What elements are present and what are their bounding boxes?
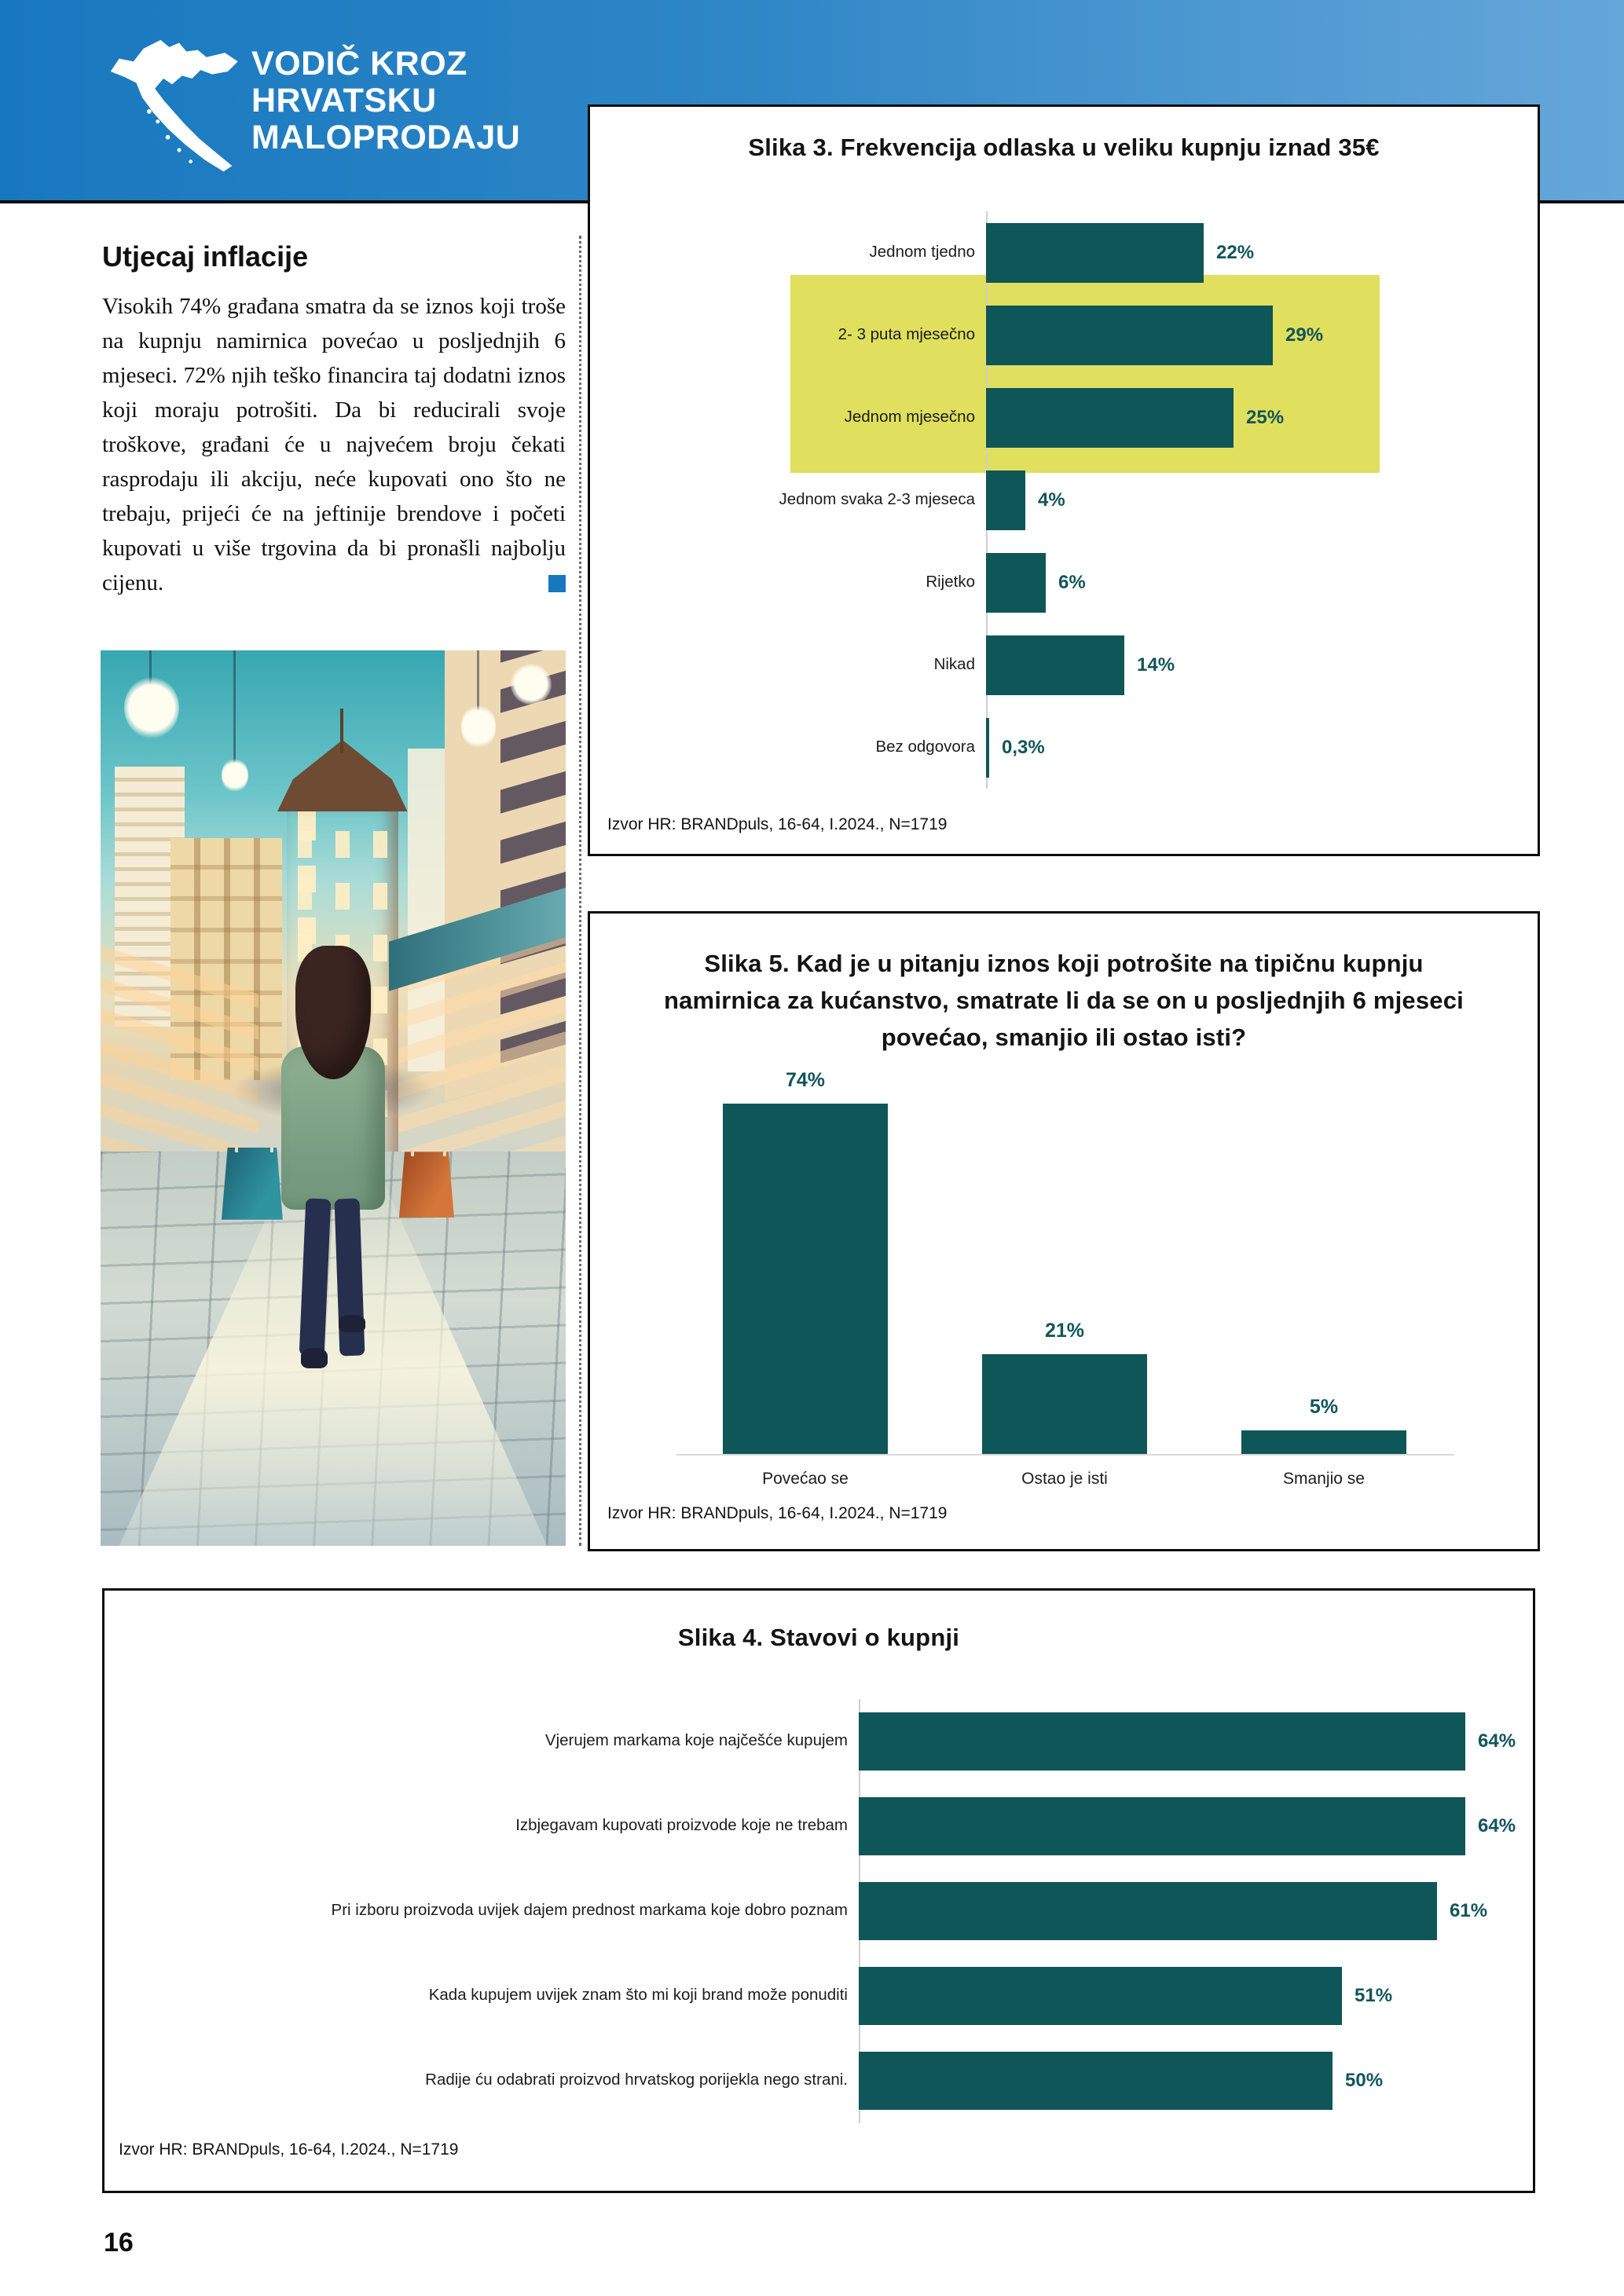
publication-title-line3: MALOPRODAJU [251, 119, 521, 156]
bar-value-label: 0,3% [1002, 736, 1045, 758]
bar-value-label: 25% [1246, 406, 1285, 428]
bar-value-label: 29% [1285, 324, 1324, 346]
shopping-bag-teal-icon [222, 1148, 283, 1220]
page-number: 16 [104, 2228, 134, 2258]
illustration-woman-shopper [274, 946, 392, 1386]
bar-category-label: Izbjegavam kupovati proizvode koje ne trebam [515, 1816, 848, 1834]
bar-value-label: 64% [1478, 1815, 1516, 1836]
bar-category-label: Jednom tjedno [869, 242, 975, 261]
illustration-shoe [339, 1315, 365, 1332]
figure5-bar-chart [590, 914, 1538, 1549]
article-body [102, 289, 566, 600]
illustration-leg [299, 1199, 332, 1357]
shopping-street-illustration [101, 650, 566, 1546]
illustration-leg [335, 1199, 365, 1357]
publication-title-line1: VODIČ KROZ [251, 45, 467, 82]
figure3-source: Izvor HR: BRANDpuls, 16-64, I.2024., N=1719 [607, 815, 948, 833]
column-divider [579, 236, 581, 1546]
bar [859, 2052, 1333, 2110]
figure3-title: Slika 3. Frekvencija odlaska u veliku kupnju iznad 35€ [748, 134, 1380, 161]
bar [859, 1797, 1465, 1855]
bar-value-label: 21% [1044, 1320, 1085, 1342]
figure5-panel [588, 911, 1540, 1551]
bar-value-label: 6% [1058, 571, 1086, 593]
bar [982, 1354, 1147, 1454]
bar-value-label: 4% [1038, 489, 1065, 511]
bar [986, 635, 1124, 695]
article-title: Utjecaj inflacije [102, 240, 309, 273]
bar-value-label: 14% [1137, 654, 1175, 676]
bar-value-label: 50% [1345, 2070, 1384, 2091]
street-lamp-icon [222, 758, 248, 793]
figure4-bar-chart [104, 1591, 1533, 2191]
bar [859, 1967, 1342, 2025]
article-end-marker [548, 575, 566, 592]
figure3-bar-chart [590, 107, 1538, 854]
bar-category-label: 2- 3 puta mjesečno [838, 324, 975, 343]
bar [1241, 1430, 1406, 1454]
bar [986, 718, 989, 778]
illustration-shoe [301, 1348, 328, 1368]
bar-value-label: 74% [785, 1069, 826, 1091]
bar-category-label: Smanjio se [1283, 1470, 1365, 1488]
figure5-source: Izvor HR: BRANDpuls, 16-64, I.2024., N=1719 [607, 1504, 948, 1522]
bar-value-label: 22% [1216, 241, 1255, 263]
bar-value-label: 61% [1450, 1900, 1488, 1921]
bar [986, 306, 1273, 365]
bar-category-label: Rijetko [926, 572, 975, 591]
bar-category-label: Radije ću odabrati proizvod hrvatskog porijekla nego strani. [425, 2071, 848, 2089]
article-body-text: Visokih 74% građana smatra da se iznos koji troše na kupnju namirnica povećao u posljednjih 6 mjeseci. 72% njih teško financira taj dodatni iznos koji moraju potrošiti. Da bi reducirali svoje troškove, građani će u najvećem broju čekati rasprodaju ili akciju, neće kupovati ono što ne trebaju, prijeći će na jeftinije brendove i početi kupovati u više trgovina da bi pronašli najbolju cijenu. [102, 294, 566, 595]
bar-value-label: 64% [1478, 1730, 1516, 1752]
croatia-map-icon [101, 28, 244, 178]
bar [986, 471, 1025, 530]
shopping-bag-orange-icon [399, 1152, 454, 1218]
figure5-title: Slika 5. Kad je u pitanju iznos koji potrošite na tipičnu kupnju namirnica za kućanstvo, smatrate li da se on u posljednjih 6 mjeseci povećao, smanjio ili ostao isti? [663, 950, 1464, 1052]
illustration-tower-spire [340, 709, 343, 753]
bar [859, 1712, 1465, 1771]
bar-category-label: Vjerujem markama koje najčešće kupujem [544, 1731, 848, 1749]
bar-category-label: Pri izboru proizvoda uvijek dajem prednost markama koje dobro poznam [331, 1901, 848, 1919]
figure4-panel [102, 1588, 1535, 2193]
bar-category-label: Jednom svaka 2-3 mjeseca [779, 489, 975, 508]
bar-value-label: 51% [1355, 1985, 1393, 2006]
bar-value-label: 5% [1309, 1396, 1339, 1418]
bar-category-label: Ostao je isti [1021, 1470, 1108, 1488]
lamp-wire-icon [233, 650, 236, 767]
street-lamp-icon [124, 677, 179, 738]
bar-category-label: Nikad [933, 654, 975, 673]
publication-title [251, 46, 520, 156]
bar [986, 553, 1046, 613]
figure4-source: Izvor HR: BRANDpuls, 16-64, I.2024., N=1719 [119, 2140, 459, 2159]
bar [986, 388, 1234, 448]
figure3-panel [588, 104, 1540, 856]
bar [859, 1882, 1437, 1940]
bar-category-label: Povećao se [762, 1470, 849, 1488]
bar-category-label: Jednom mjesečno [844, 407, 975, 426]
street-lamp-icon [511, 664, 552, 705]
publication-title-line2: HRVATSKU [251, 82, 437, 119]
bar-category-label: Kada kupujem uvijek znam što mi koji brand može ponuditi [428, 1986, 848, 2004]
bar [986, 223, 1204, 283]
bar [723, 1104, 888, 1454]
axis-line [676, 1454, 1454, 1456]
figure4-title: Slika 4. Stavovi o kupnji [677, 1624, 960, 1651]
bar-category-label: Bez odgovora [875, 737, 975, 756]
